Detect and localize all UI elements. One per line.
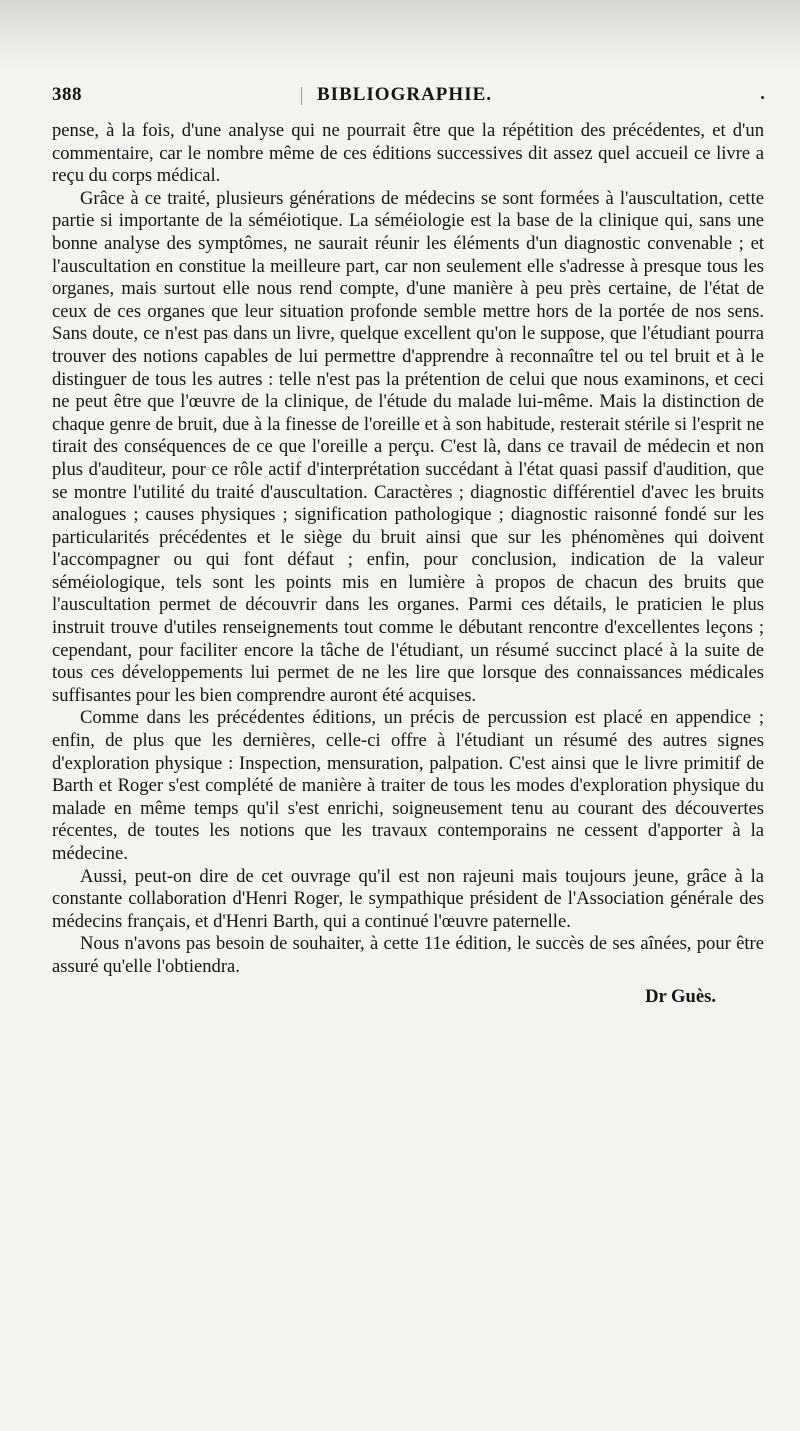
running-head	[52, 84, 764, 114]
paragraph-continuation: pense, à la fois, d'une analyse qui ne pourrait être que la répétition des précédentes, et d'un commentaire, car le nombre même de ces éditions successives dit assez quel accueil ce livre a reçu du corps médical.	[52, 120, 764, 187]
author-signature: Dr Guès.	[645, 985, 716, 1007]
document-page	[52, 84, 764, 1009]
scan-shading	[0, 0, 800, 70]
paragraph-editions: Comme dans les précédentes éditions, un précis de percussion est placé en appendice ; enfin, de plus que les dernières, celle-ci offre à l'étudiant un résumé des autres signes d'exploration physique : Inspection, mensuration, palpation. C'est ainsi que le livre primitif de Barth et Roger s'est complété de manière à traiter de tous les modes d'exploration physique du malade en même temps qu'il s'est enrichi, soigneusement tenu au courant des découvertes récentes, de toutes les notions que les travaux contemporains ne cessent d'apporter à la médecine.	[52, 707, 764, 864]
page-number: 388	[52, 84, 82, 105]
paragraph-conclusion: Nous n'avons pas besoin de souhaiter, à cette 11e édition, le succès de ses aînées, pour être assuré qu'elle l'obtiendra.	[52, 933, 764, 977]
print-dot	[761, 96, 764, 99]
running-title: BIBLIOGRAPHIE.	[317, 84, 493, 105]
paragraph-collaboration: Aussi, peut-on dire de cet ouvrage qu'il est non rajeuni mais toujours jeune, grâce à la constante collaboration d'Henri Roger, le sympathique président de l'Association générale des médecins français, et d'Henri Barth, qui a continué l'œuvre paternelle.	[52, 865, 764, 932]
paragraph-auscultation: Grâce à ce traité, plusieurs générations de médecins se sont formées à l'auscultation, cette partie si importante de la séméiotique. La séméiologie est la base de la clinique qui, sans une bonne analyse des symptômes, ne saurait réunir les éléments d'un diagnostic convenable ; et l'auscultation en constitue la meilleure part, car non seulement elle s'adresse à presque tous les organes, mais surtout elle nous rend compte, d'une manière à peu près certaine, de l'état de ceux de ces organes que leur situation profonde semble mettre hors de la portée de nos sens. Sans doute, ce n'est pas dans un livre, quelque excellent qu'on le suppose, que l'étudiant pourra trouver des notions capables de lui permettre d'apprendre à reconnaître tel ou tel bruit et à le distinguer de tous les autres : telle n'est pas la prétention de celui que nous examinons, et ceci ne peut être que l'œuvre de la clinique, de l'étude du malade lui-même. Mais la distinction de chaque genre de bruit, due à la finesse de l'oreille et à son habitude, resterait stérile si l'esprit ne tirait des conséquences de ce que l'oreille a perçu. C'est là, dans ce travail de médecin et non plus d'auditeur, pour ce rôle actif d'interprétation succédant à l'état quasi passif d'audition, que se montre l'utilité du traité d'auscultation. Caractères ; diagnostic différentiel d'avec les bruits analogues ; causes physiques ; signification pathologique ; diagnostic raisonné fondé sur les particularités précédentes et le siège du bruit ainsi que sur les phénomènes qui doivent l'accompagner ou qui font défaut ; enfin, pour conclusion, indication de la valeur séméiologique, tels sont les points mis en lumière à propos de chacun des bruits que l'auscultation permet de découvrir dans les organes. Parmi ces détails, le praticien le plus instruit trouve d'utiles renseignements tout comme le débutant rencontre d'excellentes leçons ; cependant, pour faciliter encore la tâche de l'étudiant, un résumé succinct placé à la suite de tous ces développements lui permet de ne les lire que lorsque des connaissances médicales suffisantes pour les bien comprendre auront été acquises.	[52, 187, 764, 706]
print-mark	[301, 87, 302, 105]
